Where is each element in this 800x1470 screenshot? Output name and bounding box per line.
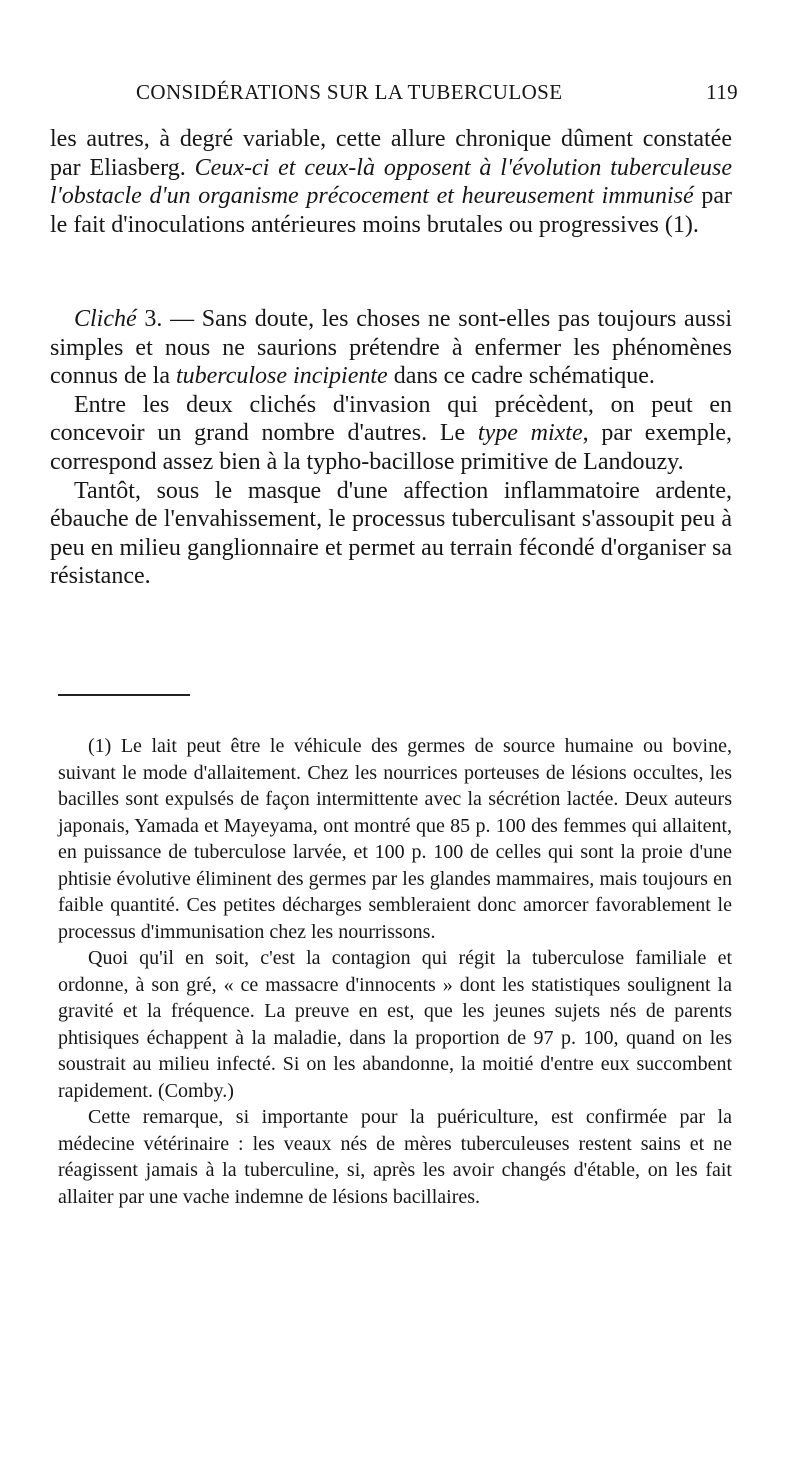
body-section: [50, 305, 732, 591]
para3-text-b: , par exemple, correspond assez bien à la typho-bacillose primitive de Landouzy.: [50, 420, 733, 475]
para2-text-b: dans ce cadre schématique.: [387, 363, 655, 390]
running-header: [52, 80, 738, 110]
page-number: 119: [706, 80, 738, 104]
para2-italic-cliche: Cliché: [74, 306, 137, 332]
para2-italic-term: tuberculose incipiente: [175, 363, 388, 390]
body-paragraph-3: [50, 391, 732, 477]
footnote: [58, 733, 732, 1210]
para3-text-a: Entre les deux clichés d'invasion qui précèdent, on peut en concevoir un grand nombre d'autres. Le: [50, 391, 732, 447]
body-paragraph-1: [50, 125, 732, 239]
footnote-paragraph-1: (1) Le lait peut être le véhicule des germes de source humaine ou bovine, suivant le mode d'allaitement. Chez les nourrices porteuses de lésions occultes, les bacilles sont expulsés de façon intermittente avec la sécrétion lactée. Deux auteurs japonais, Yamada et Mayeyama, ont montré que 85 p. 100 des femmes qui allaitent, en puissance de tuberculose larvée, et 100 p. 100 de celles qui sont la proie d'une phtisie évolutive éliminent des germes par les glandes mammaires, mais toujours en faible quantité. Ces petites décharges sembleraient donc amorcer favorablement le processus d'immunisation chez les nourrissons.: [58, 735, 732, 943]
para1-text-b: par le fait d'inoculations antérieures moins brutales ou progressives (1).: [50, 183, 732, 238]
body-paragraph-4: [50, 477, 732, 591]
body-paragraph-2: [50, 305, 732, 391]
footnote-paragraph-2: Quoi qu'il en soit, c'est la contagion qui régit la tuberculose familiale et ordonne, à son gré, « ce massacre d'innocents » dont les statistiques soulignent la gravité et la fréquence. La preuve en est, que les jeunes sujets nés de parents phtisiques échappent à la maladie, dans la proportion de 97 p. 100, quand on les soustrait au milieu infecté. Si on les abandonne, la moitié d'entre eux succombent rapidement. (Comby.): [58, 947, 732, 1102]
para2-text-a: 3. — Sans doute, les choses ne sont-elles pas toujours aussi simples et nous ne saurions prétendre à enfermer les phénomènes connus de la: [50, 306, 732, 390]
footnote-separator: [58, 694, 190, 696]
para4-text: Tantôt, sous le masque d'une affection inflammatoire ardente, ébauche de l'envahissement, le processus tuberculisant s'assoupit peu à peu en milieu ganglionnaire et permet au terrain fécondé d'organiser sa résistance.: [50, 477, 732, 590]
para3-italic: type mixte: [477, 420, 583, 447]
para1-italic: Ceux-ci et ceux-là opposent à l'évolution tuberculeuse l'obstacle d'un organisme précocement et heureusement immunisé: [50, 154, 732, 210]
para1-text-a: les autres, à degré variable, cette allure chronique dûment constatée par Eliasberg.: [50, 126, 732, 181]
footnote-paragraph-3: Cette remarque, si importante pour la puériculture, est confirmée par la médecine vétérinaire : les veaux nés de mères tuberculeuses restent sains et ne réagissent jamais à la tuberculine, si, après les avoir changés d'étable, on les fait allaiter par une vache indemne de lésions bacillaires.: [58, 1106, 732, 1208]
running-title: CONSIDÉRATIONS SUR LA TUBERCULOSE: [136, 80, 563, 104]
